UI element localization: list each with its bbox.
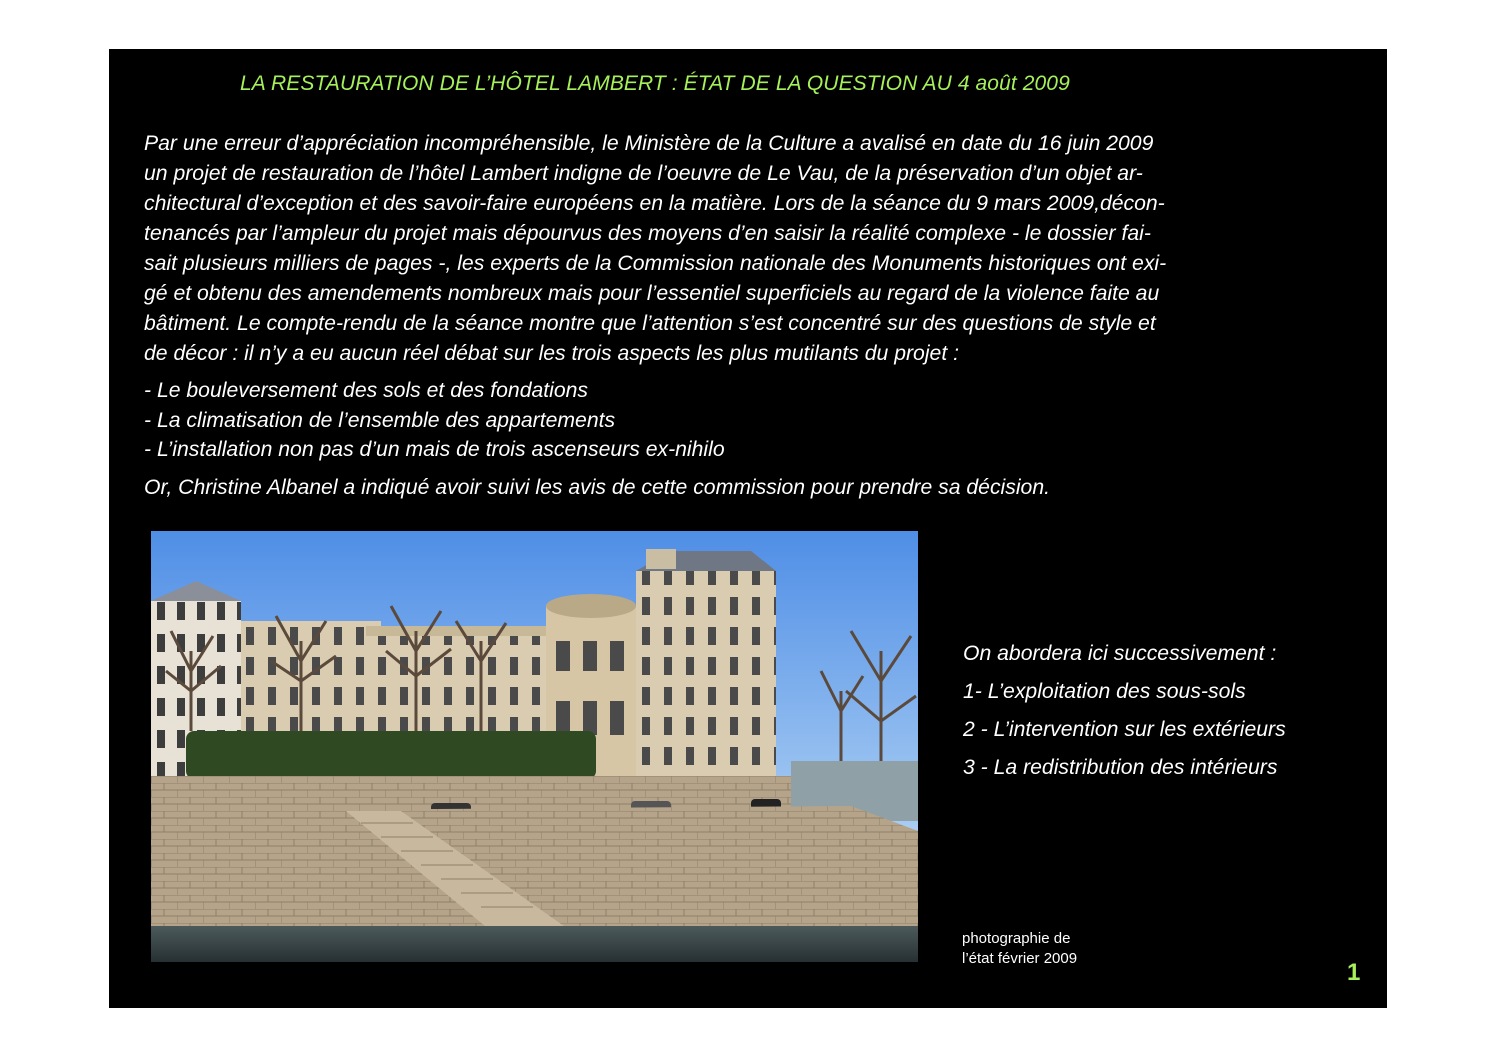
slide-title: LA RESTAURATION DE L’HÔTEL LAMBERT : ÉTAT DE LA QUESTION AU 4 août 2009 — [240, 72, 1070, 95]
outline-item: 3 - La redistribution des intérieurs — [963, 756, 1278, 779]
intro-line: gé et obtenu des amendements nombreux mais pour l’essentiel superficiels au regard de la violence faite au — [144, 282, 1160, 305]
hotel-lambert-photo — [151, 531, 918, 962]
aspect-item: - Le bouleversement des sols et des fondations — [144, 379, 589, 402]
outline-list — [963, 639, 1286, 791]
aspects-list — [144, 376, 725, 465]
aspect-item: - La climatisation de l’ensemble des appartements — [144, 408, 616, 432]
outline-item: 1- L’exploitation des sous-sols — [963, 680, 1246, 703]
intro-line: Par une erreur d’appréciation incompréhensible, le Ministère de la Culture a avalisé en date du 16 juin 2009 — [144, 132, 1154, 155]
aspect-item: - L’installation non pas d’un mais de trois ascenseurs ex-nihilo — [144, 438, 725, 461]
intro-line: sait plusieurs milliers de pages -, les experts de la Commission nationale des Monuments historiques ont exi- — [144, 252, 1167, 275]
intro-line: un projet de restauration de l’hôtel Lambert indigne de l’oeuvre de Le Vau, de la préservation d’un objet ar- — [144, 162, 1143, 185]
page-number: 1 — [1347, 959, 1361, 986]
caption-line: l’état février 2009 — [962, 950, 1078, 967]
intro-line: tenancés par l’ampleur du projet mais dépourvus des moyens d’en saisir la réalité complexe - le dossier fai- — [144, 222, 1151, 245]
outline-intro: On abordera ici successivement : — [963, 642, 1277, 665]
intro-line: de décor : il n’y a eu aucun réel débat sur les trois aspects les plus mutilants du projet : — [144, 342, 959, 365]
conclusion-text: Or, Christine Albanel a indiqué avoir suivi les avis de cette commission pour prendre sa décision. — [144, 476, 1051, 499]
photo-caption — [962, 929, 1077, 969]
intro-line: chitectural d’exception et des savoir-faire européens en la matière. Lors de la séance du 9 mars 2009,décon- — [144, 192, 1165, 215]
caption-line: photographie de — [962, 930, 1071, 947]
slide — [109, 49, 1387, 1008]
outline-item: 2 - L’intervention sur les extérieurs — [963, 718, 1286, 741]
intro-paragraph — [144, 129, 1359, 369]
intro-line: bâtiment. Le compte-rendu de la séance montre que l’attention s’est concentré sur des questions de style et — [144, 312, 1156, 335]
